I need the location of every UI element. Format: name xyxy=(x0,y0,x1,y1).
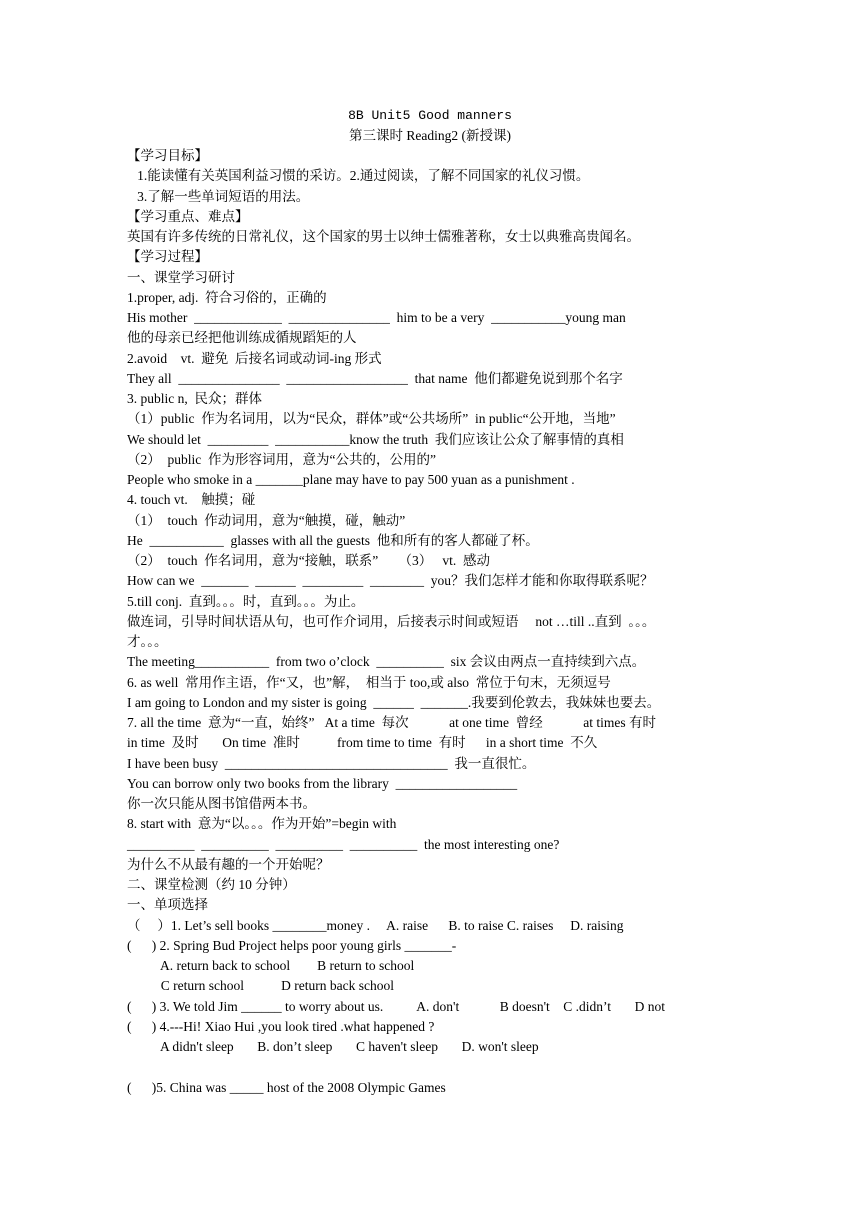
text-line: A didn't sleep B. don’t sleep C haven't sleep D. won't sleep xyxy=(127,1039,539,1054)
text-line: 1.proper, adj. 符合习俗的，正确的 xyxy=(127,289,327,305)
text-line: His mother _____________ _______________ him to be a very ___________young man xyxy=(127,310,626,325)
text-line: 8. start with 意为“以。。。作为开始”=begin with xyxy=(127,816,397,832)
text-line: 他的母亲已经把他训练成循规蹈矩的人 xyxy=(127,330,357,346)
text-line: ( ) 4.---Hi! Xiao Hui ,you look tired .what happened ? xyxy=(127,1018,435,1034)
text-line: （2） public 作为形容词用，意为“公共的，公用的” xyxy=(127,451,436,467)
text-line: 一、单项选择 xyxy=(127,897,208,913)
text-line: You can borrow only two books from the library __________________ xyxy=(127,775,518,791)
text-line: A. return back to school B return to school xyxy=(127,958,415,973)
text-line: （2） touch 作名词用，意为“接触，联系” （3） vt. 感动 xyxy=(127,553,490,568)
text-line: 英国有许多传统的日常礼仪，这个国家的男士以绅士儒雅著称，女士以典雅高贵闻名。 xyxy=(127,229,640,244)
text-line: 做连词，引导时间状语从句，也可作介词用，后接表示时间或短语 not …till ..直到 。。。 xyxy=(127,613,656,629)
text-line: ( ) 3. We told Jim ______ to worry about us. A. don't B doesn't C .didn’t D not xyxy=(127,998,666,1014)
text-line: 5.till conj. 直到。。。时，直到。。。为止。 xyxy=(127,593,365,609)
text-line: 【学习目标】 xyxy=(127,148,208,163)
text-line: He ___________ glasses with all the guests 他和所有的客人都碰了杯。 xyxy=(127,532,539,548)
text-line: （1）public 作为名词用，以为“民众，群体”或“公共场所” in public“公开地，当地” xyxy=(127,411,616,427)
text-line: I am going to London and my sister is going ______ _______.我要到伦敦去，我妹妹也要去。 xyxy=(127,694,661,710)
text-line: 3.了解一些单词短语的用法。 xyxy=(127,188,310,204)
text-line: 2.avoid vt. 避免 后接名词或动词-ing 形式 xyxy=(127,350,382,366)
text-line: People who smoke in a _______plane may have to pay 500 yuan as a punishment . xyxy=(127,472,575,487)
text-line: ( ) 2. Spring Bud Project helps poor young girls _______- xyxy=(127,937,457,953)
text-line: 3. public n, 民众；群体 xyxy=(127,391,262,406)
text-line: __________ __________ __________ __________ the most interesting one? xyxy=(127,836,560,852)
text-line: ( )5. China was _____ host of the 2008 Olympic Games xyxy=(127,1079,446,1095)
text-line: 才。。。 xyxy=(127,634,168,649)
doc-subtitle: 第三课时 Reading2 (新授课) xyxy=(349,128,511,143)
text-line: 4. touch vt. 触摸；碰 xyxy=(127,492,256,508)
text-line: How can we _______ ______ _________ ________ you？我们怎样才能和你取得联系呢？ xyxy=(127,573,654,589)
text-line: 二、课堂检测（约 10 分钟） xyxy=(127,877,296,892)
text-line: 7. all the time 意为“一直，始终” At a time 每次 at one time 曾经 at times 有时 xyxy=(127,715,657,730)
doc-title: 8B Unit5 Good manners xyxy=(348,108,512,123)
text-line: in time 及时 On time 准时 from time to time 有时 in a short time 不久 xyxy=(127,735,598,751)
text-line: 6. as well 常用作主语，作“又，也”解， 相当于 too,或 also 常位于句末，无须逗号 xyxy=(127,674,611,690)
text-line: They all _______________ __________________ that name 他们都避免说到那个名字 xyxy=(127,370,623,386)
text-line: The meeting___________ from two o’clock __________ six 会议由两点一直持续到六点。 xyxy=(127,654,646,670)
text-line: 一、课堂学习研讨 xyxy=(127,269,235,285)
text-line: 你一次只能从图书馆借两本书。 xyxy=(127,796,316,811)
text-line: （ ）1. Let’s sell books ________money . A. raise B. to raise C. raises D. raising xyxy=(127,917,624,933)
text-line: 【学习过程】 xyxy=(127,249,208,265)
text-line: We should let _________ ___________know the truth 我们应该让公众了解事情的真相 xyxy=(127,431,624,447)
text-line: 【学习重点、难点】 xyxy=(127,208,249,224)
text-line: （1） touch 作动词用，意为“触摸，碰，触动” xyxy=(127,512,406,528)
text-line: C return school D return back school xyxy=(127,978,394,994)
text-line: 1.能读懂有关英国利益习惯的采访。2.通过阅读，了解不同国家的礼仪习惯。 xyxy=(127,168,590,184)
text-line: 为什么不从最有趣的一个开始呢？ xyxy=(127,856,330,872)
text-line: I have been busy _________________________________ 我一直很忙。 xyxy=(127,755,536,771)
